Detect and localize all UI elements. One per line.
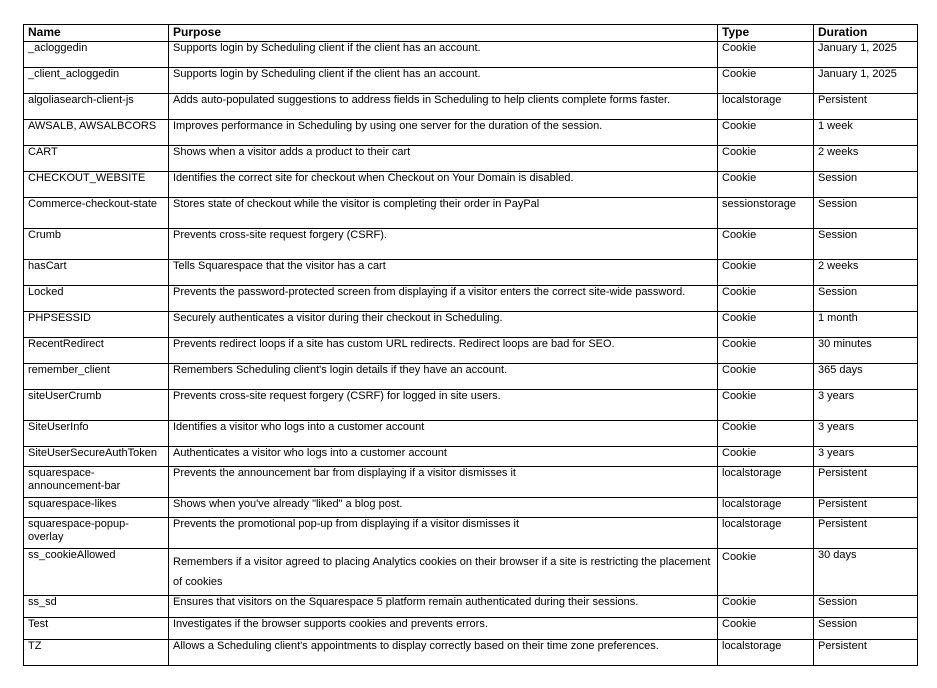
cell-duration: January 1, 2025	[814, 42, 918, 68]
table-row	[24, 172, 918, 198]
cell-name: squarespace-announcement-bar	[24, 467, 169, 498]
cell-purpose: Prevents the announcement bar from displaying if a visitor dismisses it	[169, 467, 718, 498]
cell-duration: Session	[814, 618, 918, 640]
header-row	[24, 25, 918, 42]
cell-name: ss_sd	[24, 596, 169, 618]
table-row	[24, 596, 918, 618]
table-row	[24, 338, 918, 364]
cell-type: Cookie	[718, 172, 814, 198]
table-row	[24, 94, 918, 120]
cell-name: remember_client	[24, 364, 169, 390]
table-row	[24, 618, 918, 640]
table-row	[24, 364, 918, 390]
cell-duration: Persistent	[814, 518, 918, 549]
table-row	[24, 421, 918, 447]
cell-purpose: Prevents the password-protected screen from displaying if a visitor enters the correct site-wide password.	[169, 286, 718, 312]
cell-name: SiteUserSecureAuthToken	[24, 447, 169, 467]
cell-name: Locked	[24, 286, 169, 312]
cell-purpose: Adds auto-populated suggestions to address fields in Scheduling to help clients complete forms faster.	[169, 94, 718, 120]
cell-purpose: Allows a Scheduling client's appointments to display correctly based on their time zone preferences.	[169, 640, 718, 666]
cell-duration: 1 month	[814, 312, 918, 338]
cell-purpose: Identifies the correct site for checkout when Checkout on Your Domain is disabled.	[169, 172, 718, 198]
cell-purpose: Investigates if the browser supports cookies and prevents errors.	[169, 618, 718, 640]
table-row	[24, 286, 918, 312]
cell-type: Cookie	[718, 338, 814, 364]
table-row	[24, 390, 918, 421]
table-row	[24, 120, 918, 146]
cell-name: PHPSESSID	[24, 312, 169, 338]
header-duration: Duration	[814, 25, 918, 42]
cell-duration: Session	[814, 286, 918, 312]
cell-type: Cookie	[718, 260, 814, 286]
cell-duration: Session	[814, 229, 918, 260]
header-purpose: Purpose	[169, 25, 718, 42]
cell-type: localstorage	[718, 518, 814, 549]
cell-duration: Session	[814, 198, 918, 229]
cell-purpose: Stores state of checkout while the visitor is completing their order in PayPal	[169, 198, 718, 229]
cell-name: _acloggedin	[24, 42, 169, 68]
cell-purpose: Prevents redirect loops if a site has custom URL redirects. Redirect loops are bad for SEO.	[169, 338, 718, 364]
table-row	[24, 549, 918, 596]
cell-duration: 2 weeks	[814, 146, 918, 172]
cookie-table	[23, 24, 918, 666]
cell-type: Cookie	[718, 618, 814, 640]
cell-type: localstorage	[718, 640, 814, 666]
cell-name: Commerce-checkout-state	[24, 198, 169, 229]
cell-type: Cookie	[718, 120, 814, 146]
cell-purpose: Supports login by Scheduling client if the client has an account.	[169, 42, 718, 68]
cell-duration: January 1, 2025	[814, 68, 918, 94]
cell-duration: Session	[814, 172, 918, 198]
cell-name: _client_acloggedin	[24, 68, 169, 94]
cell-type: Cookie	[718, 364, 814, 390]
cell-type: Cookie	[718, 421, 814, 447]
cell-purpose: Supports login by Scheduling client if the client has an account.	[169, 68, 718, 94]
cell-name: squarespace-popup-overlay	[24, 518, 169, 549]
cell-name: algoliasearch-client-js	[24, 94, 169, 120]
cell-purpose: Remembers if a visitor agreed to placing Analytics cookies on their browser if a site is restricting the placement of cookies	[169, 549, 718, 596]
cell-duration: Persistent	[814, 467, 918, 498]
cell-duration: 2 weeks	[814, 260, 918, 286]
table-row	[24, 146, 918, 172]
cell-duration: 3 years	[814, 447, 918, 467]
cell-type: Cookie	[718, 447, 814, 467]
cell-duration: Persistent	[814, 640, 918, 666]
cell-duration: Persistent	[814, 498, 918, 518]
cell-purpose: Prevents the promotional pop-up from displaying if a visitor dismisses it	[169, 518, 718, 549]
table-row	[24, 640, 918, 666]
cell-name: CHECKOUT_WEBSITE	[24, 172, 169, 198]
table-row	[24, 229, 918, 260]
cell-type: localstorage	[718, 94, 814, 120]
cell-name: ss_cookieAllowed	[24, 549, 169, 596]
table-row	[24, 260, 918, 286]
cell-type: Cookie	[718, 42, 814, 68]
cell-type: Cookie	[718, 286, 814, 312]
cell-duration: Session	[814, 596, 918, 618]
cell-purpose: Shows when a visitor adds a product to their cart	[169, 146, 718, 172]
table-row	[24, 68, 918, 94]
cell-name: hasCart	[24, 260, 169, 286]
cell-type: Cookie	[718, 596, 814, 618]
cell-duration: Persistent	[814, 94, 918, 120]
cell-type: sessionstorage	[718, 198, 814, 229]
cell-purpose: Ensures that visitors on the Squarespace 5 platform remain authenticated during their sessions.	[169, 596, 718, 618]
cell-name: Test	[24, 618, 169, 640]
table-row	[24, 467, 918, 498]
header-name: Name	[24, 25, 169, 42]
table-row	[24, 447, 918, 467]
cell-type: localstorage	[718, 498, 814, 518]
cell-name: CART	[24, 146, 169, 172]
cell-duration: 3 years	[814, 421, 918, 447]
cell-name: AWSALB, AWSALBCORS	[24, 120, 169, 146]
table-row	[24, 42, 918, 68]
cell-duration: 30 days	[814, 549, 918, 596]
cell-purpose: Remembers Scheduling client's login details if they have an account.	[169, 364, 718, 390]
table-row	[24, 498, 918, 518]
cell-purpose: Securely authenticates a visitor during their checkout in Scheduling.	[169, 312, 718, 338]
cell-purpose: Identifies a visitor who logs into a customer account	[169, 421, 718, 447]
cell-type: Cookie	[718, 312, 814, 338]
cell-name: TZ	[24, 640, 169, 666]
cell-purpose: Prevents cross-site request forgery (CSRF).	[169, 229, 718, 260]
cell-duration: 1 week	[814, 120, 918, 146]
cell-purpose: Shows when you've already "liked" a blog post.	[169, 498, 718, 518]
cell-type: Cookie	[718, 549, 814, 596]
cell-name: siteUserCrumb	[24, 390, 169, 421]
cell-type: Cookie	[718, 68, 814, 94]
table-row	[24, 518, 918, 549]
cell-purpose: Tells Squarespace that the visitor has a cart	[169, 260, 718, 286]
table-row	[24, 312, 918, 338]
cell-type: localstorage	[718, 467, 814, 498]
cell-purpose: Authenticates a visitor who logs into a customer account	[169, 447, 718, 467]
cell-purpose: Improves performance in Scheduling by using one server for the duration of the session.	[169, 120, 718, 146]
cell-duration: 365 days	[814, 364, 918, 390]
cell-name: Crumb	[24, 229, 169, 260]
cell-type: Cookie	[718, 146, 814, 172]
cell-duration: 3 years	[814, 390, 918, 421]
cell-name: RecentRedirect	[24, 338, 169, 364]
cell-purpose: Prevents cross-site request forgery (CSRF) for logged in site users.	[169, 390, 718, 421]
cell-name: SiteUserInfo	[24, 421, 169, 447]
cell-name: squarespace-likes	[24, 498, 169, 518]
header-type: Type	[718, 25, 814, 42]
cell-type: Cookie	[718, 229, 814, 260]
cell-type: Cookie	[718, 390, 814, 421]
cell-duration: 30 minutes	[814, 338, 918, 364]
table-row	[24, 198, 918, 229]
